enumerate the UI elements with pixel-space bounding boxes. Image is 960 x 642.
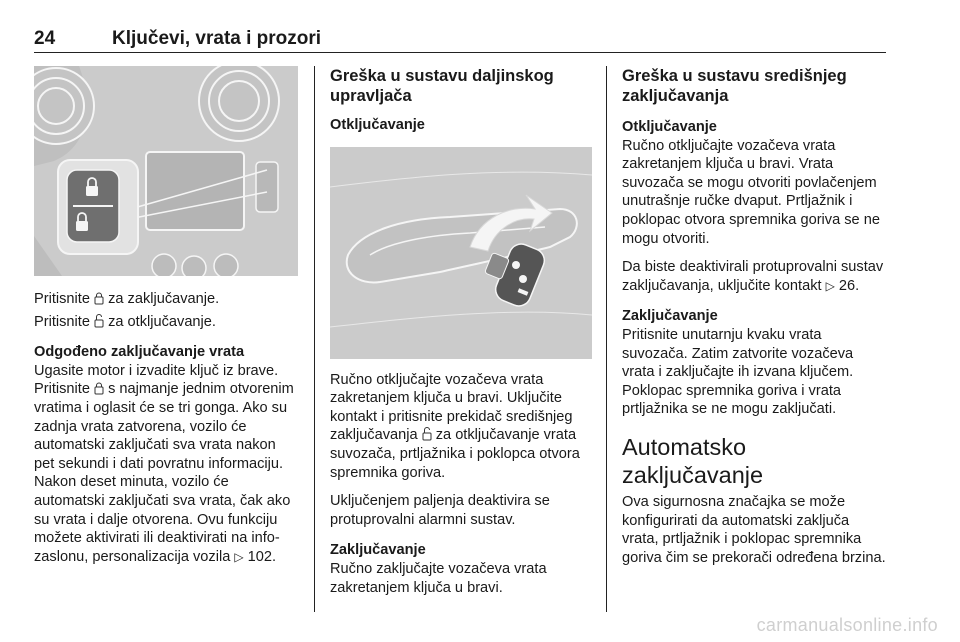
- column-divider: [314, 66, 315, 612]
- unlock-instruction: Pritisnite za otključavanje.: [34, 313, 216, 330]
- unlock-subheading: Otključavanje: [330, 117, 425, 133]
- dashboard-lock-switch-illustration: [34, 66, 298, 276]
- page-number: 24: [34, 28, 56, 49]
- unlock-subheading: Otključavanje: [622, 119, 717, 135]
- door-handle-key-illustration: [330, 147, 592, 359]
- manual-unlock-text: Ručno otključajte vozačeva vrata zakretanjem ključa u bravi. Uključite kontakt i pritisnite prekidač središnjeg zaključavanja za otključavanje vrata suvozača, prtljažnika i poklopca otvora spremnika goriva.: [330, 371, 580, 481]
- anti-theft-text: Da biste deaktivirali protuprovalni sustav zaključavanja, uključite kontakt ▷ 26.: [622, 259, 884, 294]
- page-header: [34, 22, 886, 53]
- auto-lock-heading: Automatsko zaključavanje: [622, 433, 764, 488]
- lock-open-icon: [94, 314, 104, 328]
- alarm-deactivate-text: Uključenjem paljenja deaktivira se protuprovalni alarmni sustav.: [330, 493, 550, 528]
- lock-subheading: Zaključavanje: [622, 308, 718, 325]
- column-1: [34, 66, 298, 566]
- manual-lock-text: Ručno zaključajte vozačeva vrata zakretanjem ključa u bravi.: [330, 560, 547, 596]
- triangle-ref-icon: ▷: [825, 278, 835, 293]
- lock-open-icon: [422, 427, 432, 441]
- column-2: [330, 66, 592, 597]
- delayed-lock-heading: Odgođeno zaključavanje vrata: [34, 344, 245, 361]
- lock-instruction: Pritisnite za zaključavanje.: [34, 291, 220, 307]
- triangle-ref-icon: ▷: [234, 549, 244, 564]
- lock-subheading: Zaključavanje: [330, 542, 426, 559]
- watermark: carmanualsonline.info: [756, 615, 938, 635]
- chapter-title: Ključevi, vrata i prozori: [112, 28, 322, 49]
- central-lock-fault-heading: Greška u sustavu središnjeg zaključavanja: [622, 67, 847, 105]
- column-3: [622, 66, 888, 567]
- column-divider: [606, 66, 607, 612]
- central-lock-text: Pritisnite unutarnju kvaku vrata suvozača. Zatim zatvorite vozačeva vrata i zaključajte ih izvana ključem. Poklopac spremnika goriva i vrata prtljažnika se ne mogu zaključati.: [622, 326, 854, 418]
- delayed-lock-text: Ugasite motor i izvadite ključ iz brave. Pritisnite s najmanje jednim otvorenim vratima i oglasit će se tri gonga. Ako su zadnja vrata zatvorena, vozilo će automatski zaključati sva vrata nakon pet sekundi i dati povratnu informaciju. Nakon deset minuta, vozilo će automatski zaključati sva vrata, čak ako su vrata i dalje otvorena. Ovu funkciju možete aktivirati ili deaktivirati na info-zaslonu, personalizacija vozila ▷ 102.: [34, 362, 294, 565]
- auto-lock-text: Ova sigurnosna značajka se može konfigurirati da automatski zaključa vrata, prtljažnik i poklopac spremnika goriva čim se prekorači određena brzina.: [622, 493, 886, 566]
- lock-closed-icon: [94, 292, 104, 305]
- remote-fault-heading: Greška u sustavu daljinskog upravljača: [330, 67, 554, 105]
- central-unlock-text: Ručno otključajte vozačeva vrata zakretanjem ključa u bravi. Vrata suvozača se mogu otvoriti povlačenjem unutrašnje ručke dvaput. Prtljažnik i poklopac otvora spremnika goriva se ne mogu otvoriti.: [622, 137, 880, 247]
- lock-closed-icon: [94, 382, 104, 395]
